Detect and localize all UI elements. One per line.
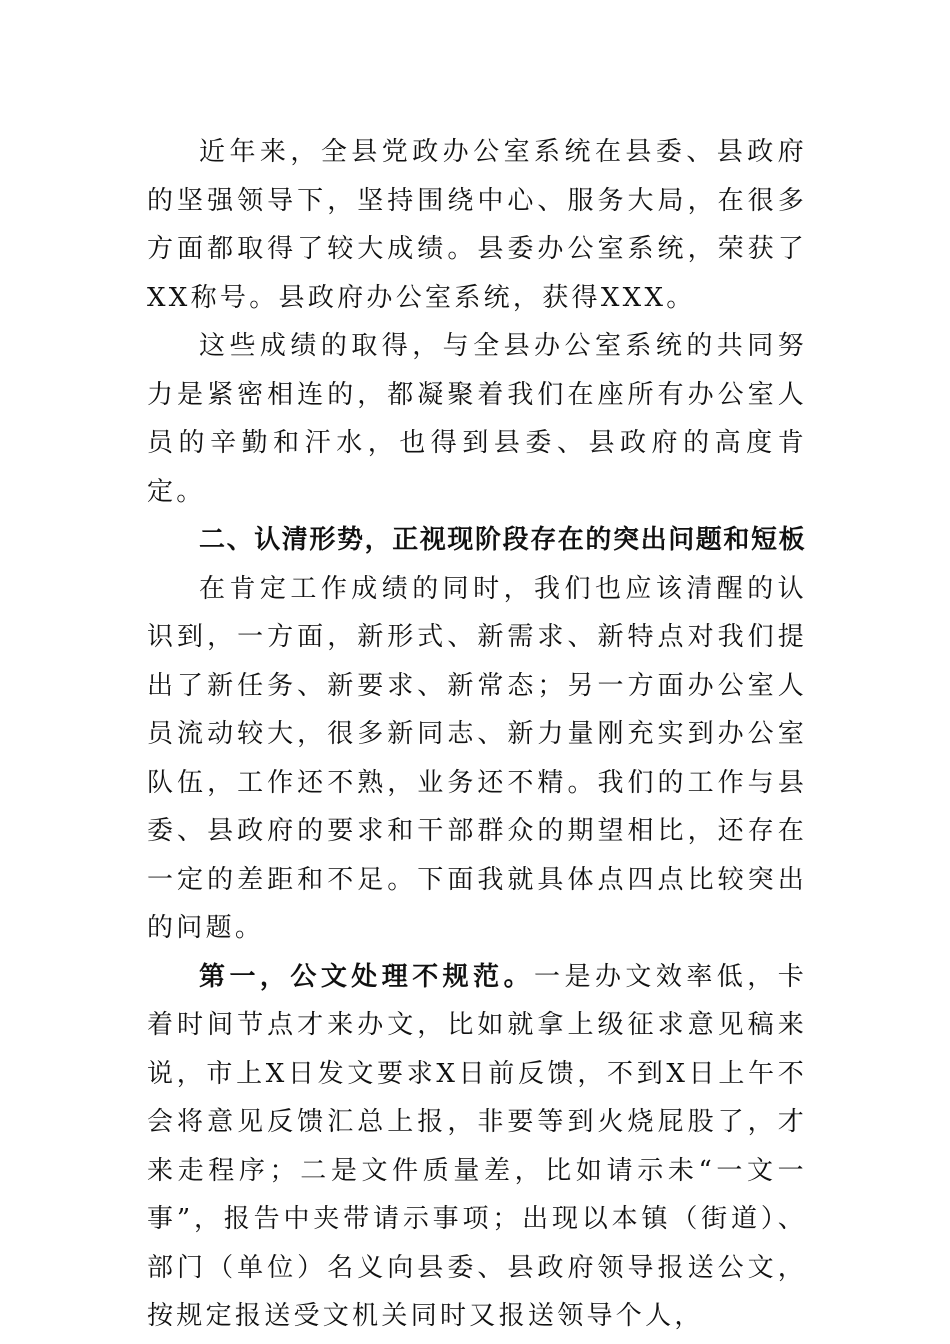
document-body: [147, 128, 807, 1341]
problem-one-lead: 第一，公文处理不规范。: [199, 961, 535, 992]
paragraph-achievements: 近年来，全县党政办公室系统在县委、县政府的坚强领导下，坚持围绕中心、服务大局，在很多方面都取得了较大成绩。县委办公室系统，荣获了XX称号。县政府办公室系统，获得XXX。: [147, 137, 807, 313]
paragraph-situation: 在肯定工作成绩的同时，我们也应该清醒的认识到，一方面，新形式、新需求、新特点对我们提出了新任务、新要求、新常态；另一方面办公室人员流动较大，很多新同志、新力量刚充实到办公室队伍，工作还不熟，业务还不精。我们的工作与县委、县政府的要求和干部群众的期望相比，还存在一定的差距和不足。下面我就具体点四点比较突出的问题。: [147, 573, 807, 943]
problem-one-text: 一是办文效率低，卡着时间节点才来办文，比如就拿上级征求意见稿来说，市上X日发文要求X日前反馈，不到X日上午不会将意见反馈汇总上报，非要等到火烧屁股了，才来走程序；二是文件质量差，比如请示未“一文一事”，报告中夹带请示事项；出现以本镇（街道）、部门（单位）名义向县委、县政府领导报送公文，按规定报送受文机关同时又报送领导个人，: [147, 961, 807, 1331]
paragraph-problem-one: [147, 953, 807, 1341]
section-heading: 二、认清形势，正视现阶段存在的突出问题和短板: [199, 525, 807, 555]
paragraph-efforts: 这些成绩的取得，与全县办公室系统的共同努力是紧密相连的，都凝聚着我们在座所有办公室人员的辛勤和汗水，也得到县委、县政府的高度肯定。: [147, 331, 807, 507]
